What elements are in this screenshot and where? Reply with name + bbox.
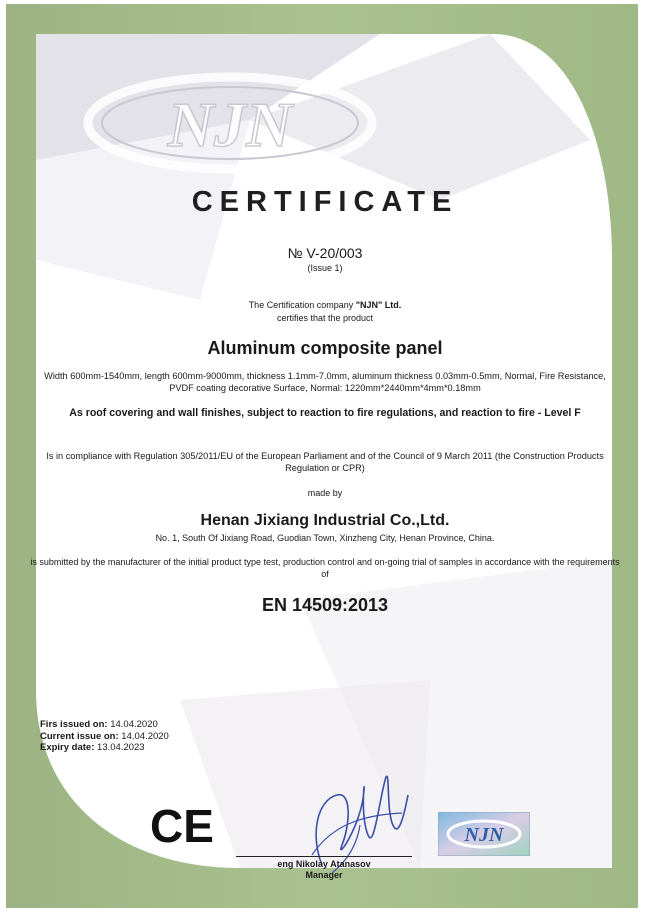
expiry-value: 13.04.2023 [97,742,145,753]
certifies-text: certifies that the product [276,313,374,323]
certificate-number: № V-20/003 [287,245,363,261]
signatory-role: Manager [305,870,343,880]
manufacturer-name: Henan Jixiang Industrial Co.,Ltd. [200,512,450,529]
product-specs: Width 600mm-1540mm, length 600mm-9000mm, thickness 1.1mm-7.0mm, aluminum thickness 0.03mm-0.5mm, Normal, Fire Resistance, PVDF coating decorative Surface, Normal: 1220mm*2440mm*4mm*0.18mm [44,371,606,393]
first-issued-value: 14.04.2020 [110,719,158,730]
signatory-name: eng Nikolay Atanasov [277,859,371,869]
expiry-row [40,742,169,754]
certificate-title: CERTIFICATE [191,186,459,218]
njn-watermark-logo [80,68,380,178]
compliance-statement: Is in compliance with Regulation 305/2011/EU of the European Parliament and of the Council of 9 March 2011 (the Construction Products Regulation or CPR) [46,451,604,473]
signature-line [236,856,412,857]
certifier-line [40,300,610,310]
current-issue-value: 14.04.2020 [121,730,169,742]
intended-use: As roof covering and wall finishes, subject to reaction to fire regulations, and reaction to fire - Level F [69,407,581,419]
submitted-statement: is submitted by the manufacturer of the initial product type test, production control and on-going trial of samples in accordance with the requirements of [30,557,620,579]
product-name: Aluminum composite panel [207,338,443,358]
current-issue-label: Current issue on: [40,730,119,742]
ce-mark-icon [150,800,214,848]
certificate-issue: (Issue 1) [307,263,343,273]
certifier-name: "NJN" Ltd. [355,300,402,310]
watermark-logo-text: NJN [167,89,293,160]
made-by-label: made by [307,488,343,498]
first-issued-label: Firs issued on: [40,719,108,730]
issue-dates [40,719,169,754]
ce-mark-text: CE [150,800,214,848]
hologram-logo-text: NJN [464,824,504,846]
expiry-label: Expiry date: [40,742,95,753]
manufacturer-address: No. 1, South Of Jixiang Road, Guodian Town, Xinzheng City, Henan Province, China. [155,533,495,543]
certifier-prefix: The Certification company [248,300,354,310]
first-issued-row [40,719,169,731]
standard-reference: EN 14509:2013 [261,595,389,615]
current-issue-row [40,731,169,743]
njn-hologram-seal [438,812,530,856]
